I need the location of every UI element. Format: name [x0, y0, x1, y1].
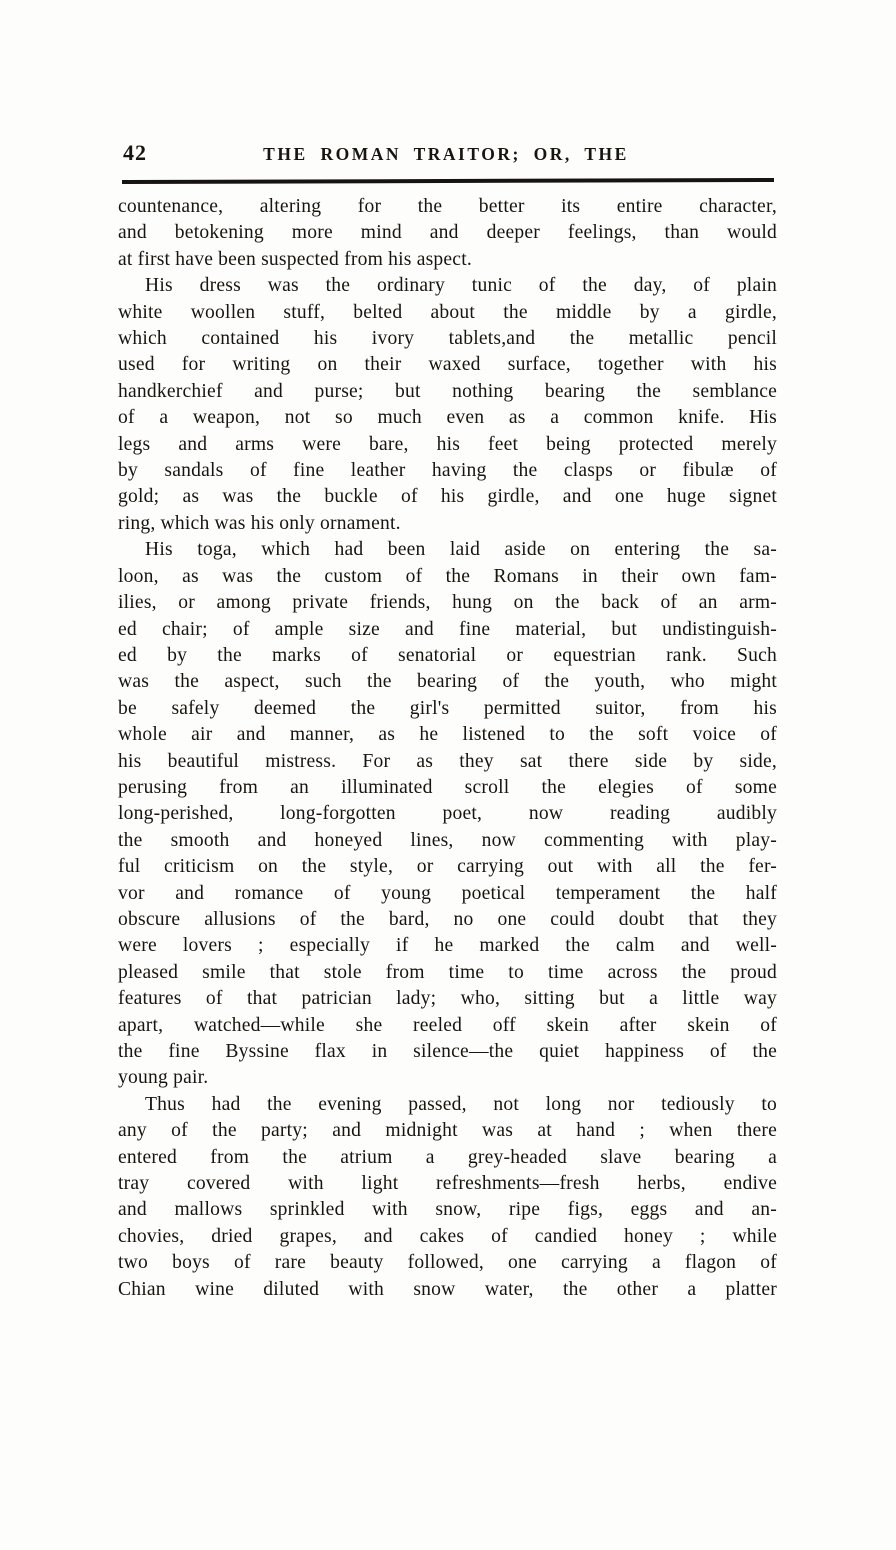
text-line: young pair.	[118, 1067, 209, 1089]
text-line: ilies, or among private friends, hung on the back of an arm-	[118, 592, 777, 614]
text-line: two boys of rare beauty followed, one carrying a flagon of	[118, 1252, 777, 1274]
text-line: countenance, altering for the better its entire character,	[118, 196, 777, 217]
text-line: long-perished, long-forgotten poet, now reading audibly	[118, 803, 777, 825]
text-line: was the aspect, such the bearing of the youth, who might	[118, 671, 777, 693]
text-line: Thus had the evening passed, not long nor tediously to	[145, 1093, 777, 1115]
text-line: which contained his ivory tablets,and the metallic pencil	[118, 328, 777, 350]
text-line: of a weapon, not so much even as a common knife. His	[118, 407, 777, 429]
text-line: vor and romance of young poetical temperament the half	[118, 882, 777, 904]
text-line: loon, as was the custom of the Romans in their own fam-	[118, 565, 777, 587]
text-line: by sandals of fine leather having the clasps or fibulæ of	[118, 460, 777, 482]
text-line: any of the party; and midnight was at hand ; when there	[118, 1120, 777, 1142]
text-line: ring, which was his only ornament.	[118, 512, 401, 534]
text-block	[118, 194, 777, 1303]
text-line: chovies, dried grapes, and cakes of candied honey ; while	[118, 1225, 777, 1247]
text-line: his beautiful mistress. For as they sat there side by side,	[118, 750, 777, 772]
text-line: be safely deemed the girl's permitted suitor, from his	[118, 697, 777, 719]
page-number: 42	[123, 140, 147, 165]
text-line: His dress was the ordinary tunic of the day, of plain	[145, 275, 777, 297]
text-line: tray covered with light refreshments—fresh herbs, endive	[118, 1173, 777, 1195]
text-line: perusing from an illuminated scroll the elegies of some	[118, 776, 777, 798]
text-line: entered from the atrium a grey-headed slave bearing a	[118, 1146, 777, 1168]
page-header	[123, 140, 775, 166]
text-line: and betokening more mind and deeper feelings, than would	[118, 222, 777, 244]
text-line: the smooth and honeyed lines, now commenting with play-	[118, 829, 777, 851]
text-line: apart, watched—while she reeled off skein after skein of	[118, 1014, 777, 1036]
text-line: and mallows sprinkled with snow, ripe figs, eggs and an-	[118, 1199, 777, 1221]
text-line: obscure allusions of the bard, no one could doubt that they	[118, 908, 777, 930]
text-line: gold; as was the buckle of his girdle, and one huge signet	[118, 486, 777, 508]
text-line: Chian wine diluted with snow water, the other a platter	[118, 1278, 777, 1300]
text-line: at first have been suspected from his aspect.	[118, 248, 472, 270]
running-title: THE ROMAN TRAITOR; OR, THE	[263, 144, 629, 164]
text-line: whole air and manner, as he listened to the soft voice of	[118, 724, 777, 746]
text-line: ed chair; of ample size and fine material, but undistinguish-	[118, 618, 777, 640]
text-line: white woollen stuff, belted about the middle by a girdle,	[118, 301, 777, 323]
text-line: ful criticism on the style, or carrying out with all the fer-	[118, 856, 777, 878]
text-line: ed by the marks of senatorial or equestrian rank. Such	[118, 644, 777, 666]
text-line: the fine Byssine flax in silence—the quiet happiness of the	[118, 1041, 777, 1062]
header-rule	[122, 178, 774, 184]
text-line: His toga, which had been laid aside on entering the sa-	[145, 539, 777, 561]
text-line: used for writing on their waxed surface, together with his	[118, 354, 777, 376]
text-line: legs and arms were bare, his feet being protected merely	[118, 433, 777, 455]
text-line: features of that patrician lady; who, sitting but a little way	[118, 988, 777, 1010]
text-line: were lovers ; especially if he marked the calm and well-	[118, 935, 777, 957]
text-line: handkerchief and purse; but nothing bearing the semblance	[118, 380, 777, 402]
text-line: pleased smile that stole from time to time across the proud	[118, 961, 777, 983]
